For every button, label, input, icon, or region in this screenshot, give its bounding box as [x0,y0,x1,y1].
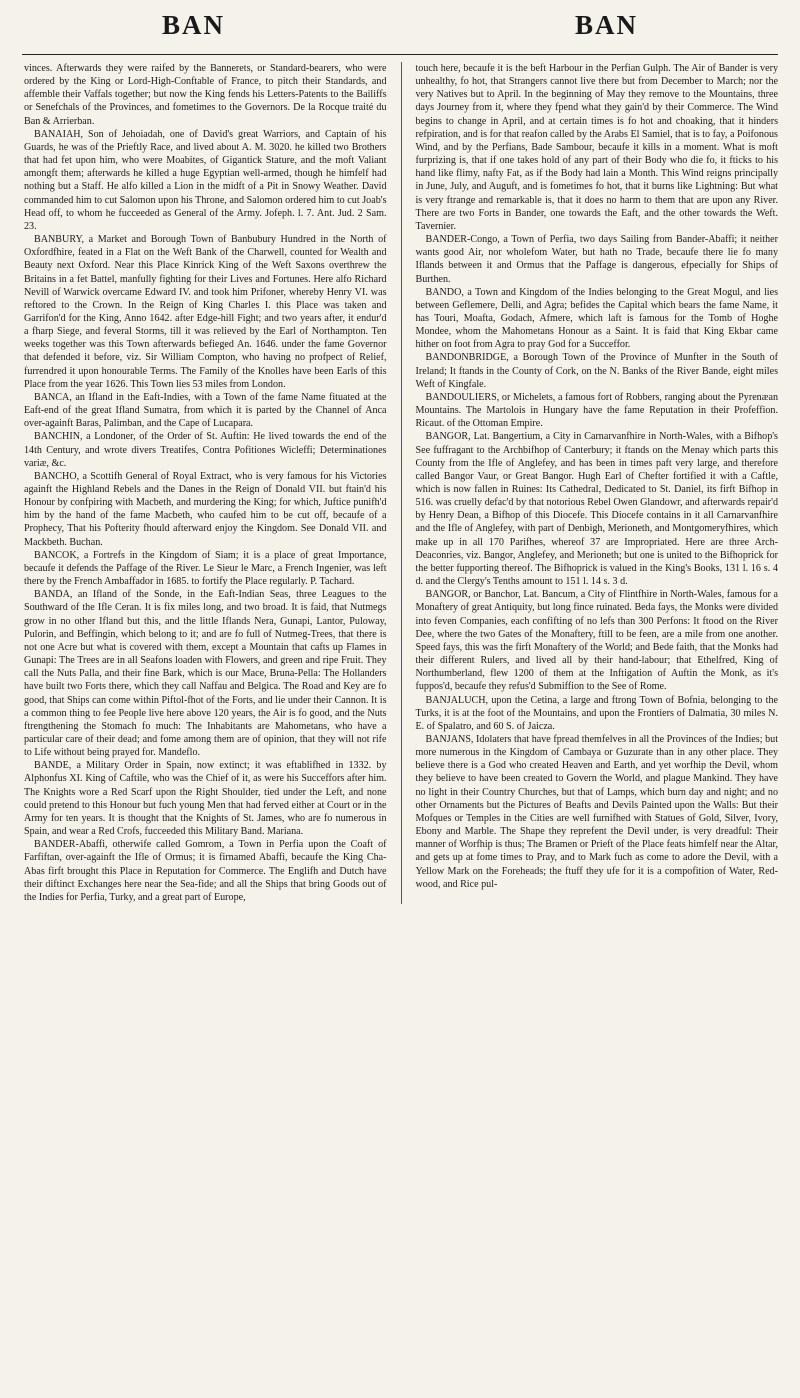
running-head [22,0,778,46]
entry-bancho: BANCHO, a Scottifh General of Royal Extract, who is very famous for his Victories againft the Highland Rebels and the Danes in the Reign of Donald VII. but ftain'd his Honour by confpiring with Macbeth, and murdering the King; for which, Juftice punifh'd him by the hand of the fame Macbeth, who caufed him to be cut off, becaufe of a Prophecy, That his Pofterity fhould afterward enjoy the Kingdom. See Donald VII. and Mackbeth. Buchan. [24,470,387,548]
entry-bancok: BANCOK, a Fortrefs in the Kingdom of Siam; it is a place of great Importance, becaufe it defends the Paffage of the River. Le Sieur le Marc, a French Ingenier, was left there by the French Ambaffador in 1685. to fortify the Place regularly. P. Tachard. [24,549,387,588]
entry-bandonbridge: BANDONBRIDGE, a Borough Town of the Province of Munfter in the South of Ireland; It ftands in the County of Cork, on the N. Banks of the River Bande, eight miles Weft of Kingfale. [415,352,778,390]
entry-ban-continued: vinces. Afterwards they were raifed by the Bannerets, or Standard-bearers, who were ordered by the King or Lord-High-Conftable of France, to pitch their Standards, and affemble their Vaffals together; but now the King fends his Letters-Patents to the Bailiffs or Senefchals of the Provinces, and fometimes to the Governors. De la Rocque traité du Ban & Arrierban. [24,63,387,127]
left-column [24,62,387,904]
entry-banjans: BANJANS, Idolaters that have fpread themfelves in all the Provinces of the Indies; but more numerous in the Kingdom of Cambaya or Guzurate than in any other place. They believe there is a God who created Heaven and Earth, and yet worfhip the Devil, whom they believe to have been created to Govern the World, and plague Mankind. They have no light in their Country Churches, but that of Lamps, which burn day and night; and no other Ornaments but the Pictures of Beafts and Devils Painted upon the Walls: But their Mofques or Temples in the Cities are well furnifhed with Statues of Gold, Silver, Ivory, Ebony and Marble. The Shape they reprefent the Devil under, is very dreadful: Their manner of Worfhip is thus; The Bramen or Prieft of the Place feats himfelf near the Altar, and gets up at fome times to Pray, and to Mark fuch as come to adore the Devil, with a Yellow Mark on the Foreheads; the ftuff they ufe for it is a compofition of Water, Red-wood, and Rice pul- [415,733,778,890]
entry-banjaluch: BANJALUCH, upon the Cetina, a large and ftrong Town of Bofnia, belonging to the Turks, it is at the foot of the Mountains, and upon the Frontiers of Dalmatia, 30 miles N. E. of Spalatro, and 60 S. of Jaicza. [415,694,778,732]
text-columns [24,62,778,904]
right-column [416,62,779,904]
entry-bander-abassi: BANDER-Abaffi, otherwife called Gomrom, a Town in Perfia upon the Coaft of Farfiftan, over-againft the Ifle of Ormus; it is firnamed Abaffi, becaufe the King Cha-Abas firft brought this Place in Reputation for Commerce. The Englifh and Dutch have their diftinct Exchanges here near the Sea-fide; and all the Ships that bring Goods out of the Indies for Perfia, Turky, and a great part of Europe, [24,839,387,903]
running-head-right: BAN [574,10,638,40]
entry-bander-abassi-continued: touch here, becaufe it is the beft Harbour in the Perfian Gulph. The Air of Bander is very unhealthy, fo hot, that Strangers cannot live there but from December to March; nor the very Natives but to April. In the beginning of May they remove to the Mountains, three days Journey from it, where they fpend what they gain'd by their Commerce. The Wind begins to change in April, and at certain times is fo hot and choaking, that it hinders refpiration, and is for that reafon called by the Arabs El Samiel, that is to fay, a Poifonous Wind, and by the Perfians, Bade Sambour, becaufe it kills in a moment. What is moft furprizing is, that if one takes hold of any part of their Body who die fo, it fticks to his hand like flimy, nafty Fat, as if the Body had lain a Month. This Wind reigns principally in June, July, and Auguft, and is fometimes fo hot, that it burns like Lightning: But what is very ftrange and remarkable is, that it does no harm to them that are upon any River. There are two Forts in Bander, one towards the Eaft, and the other towards the Weft. Tavernier. [415,63,778,232]
entry-bangor-flint: BANGOR, or Banchor, Lat. Bancum, a City of Flintfhire in North-Wales, famous for a Monaftery of great Antiquity, but long fince ruinated. Beda fays, the Monks were divided into feven Companies, each confifting of no lefs than 300 Perfons: It ftood on the River Dee, where the two Gates of the Monaftery, ftill to be feen, are a mile from one another. Speed fays, this was the firft Monaftery of the World; and Bede faith, that the Monks had their different Rulers, and lived all by their hand-labour; that Ethelfred, King of Northumberland, flew 1200 of them at the Inftigation of Auftin the Monk, as it's fuppos'd, becaufe they refus'd Submiffion to the See of Rome. [415,589,778,693]
entry-bander-congo: BANDER-Congo, a Town of Perfia, two days Sailing from Bander-Abaffi; it neither wants good Air, nor wholefom Water, but hath no Trade, becaufe there lie fo many Iflands between it and Ormus that the Paffage is dangerous, efpecially for Ships of Burthen. [415,234,778,285]
running-head-left: BAN [162,10,226,40]
entry-banca: BANCA, an Ifland in the Eaft-Indies, with a Town of the fame Name fituated at the Eaft-end of the great Ifland Sumatra, from which it is parted by the Channel of Anca over-againft Baras, Palimban, and the Cape of Lucapara. [24,391,387,430]
header-rule [22,54,778,55]
entry-bangor-carnarvan: BANGOR, Lat. Bangertium, a City in Carnarvanfhire in North-Wales, with a Bifhop's See fuffragant to the Archbifhop of Canterbury; it ftands on the Menay which parts this County from the Ifle of Anglefey, and has been in times paft very large, and therefore called Bangor Vaur, or Great Bangor. Hugh Earl of Chefter fortified it with a Caftle, which is now fallen in Ruines: Its Cathedral, Dedicated to St. Daniel, its firft Bifhop in 516. was cruelly defac'd by that notorious Rebel Owen Glandowr, and afterwards repair'd by Henry Dean, a Bifhop of this Diocefe. This Diocefe contains in it all Carnarvanfhire and the Ifle of Anglefey, with part of Denbigh, Merioneth, and Montgomeryfhires, which make up in all 170 Parifhes, whereof 37 are Impropriated. Here are three Arch-Deaconries, viz. Bangor, Anglefey, and Merioneth; but one is united to the Bifhoprick for the better fupporting thereof. The Bifhoprick is valued in the King's Books, 131 l. 16 s. 4 d. and the Clergy's Tenths amount to 151 l. 14 s. 3 d. [415,431,778,588]
column-divider [401,62,402,904]
entry-bandouliers: BANDOULIERS, or Michelets, a famous fort of Robbers, ranging about the Pyrenæan Mountains. The Martolois in Hungary have the fame Reputation in their Profeffion. Ricaut. of the Ottoman Empire. [415,391,778,430]
entry-banaiah: BANAIAH, Son of Jehoiadah, one of David's great Warriors, and Captain of his Guards, he was of the Prieftly Race, and lived about A. M. 3020. he killed two Brothers that had fet upon him, who were Moabites, of Gigantick Stature, and the moft Valiant amongft them; afterwards he killed a huge Egyptian well-armed, though he himfelf had nothing but a Staff. He alfo killed a Lion in the midft of a Pit in Snowy Weather. David commanded him to cut Salomon upon his Throne, and Salomon ordered him to cut Joab's Head off, to whom he fucceeded as General of the Army. Jofeph. l. 7. Ant. Jud. 2 Sam. 23. [24,128,387,232]
entry-bando: BANDO, a Town and Kingdom of the Indies belonging to the Great Mogul, and lies between Geflemere, Delli, and Agra; befides the Capital which bears the fame Name, it has Touri, Moafta, Godach, Afmere, which laft is famous for the Tomb of Hoghe Mondee, whom the Mahometans Honour as a Saint. It is faid that King Ekbar came hither on foot from Agra to pray God for a Succeffor. [415,286,778,351]
entry-banbury: BANBURY, a Market and Borough Town of Banbubury Hundred in the North of Oxfordfhire, feated in a Flat on the Weft Bank of the Charwell, counted for Wealth and Beauty next Oxford. Near this Place Kinrick King of the Weft Saxons overthrew the Britains in a fet Battel, manfully fighting for their Lives and Fortunes. Here alfo Richard Nevill of Warwick overcame Edward IV. and took him Prifoner, whereby Henry VI. was reftored to the Crown. In the Reign of King Charles I. this Place was taken and Garrifon'd for the King, Anno 1642. after Edge-hill Fight; and two years after, it endur'd a fharp Siege, and feveral Storms, till it was relieved by the Earl of Northampton. Ten weeks together was this Town afterwards befieged An. 1646. under the fame Governor that defended it before, viz. Sir William Compton, who having no profpect of Relief, furrendred it upon honourable Terms. The Family of the Knolles have been Earls of this Place from the year 1626. This Town lies 53 miles from London. [24,234,387,390]
entry-bande: BANDE, a Military Order in Spain, now extinct; it was eftablifhed in 1332. by Alphonfus XI. King of Caftile, who was the Chief of it, as were his Succeffors after him. The Knights wore a Red Scarf upon the Right Shoulder, tied under the Left, and none could pretend to this Honour but fuch young Men that had ferved either at Court or in the Army for ten years. It is thought that the Knights of St. James, who are fo numerous in Spain, and wear a Red Crofs, fucceeded this Military Band. Mariana. [24,760,387,838]
entry-banda: BANDA, an Ifland of the Sonde, in the Eaft-Indian Seas, three Leagues to the Southward of the Ifle Ceran. It is fix miles long, and two broad. It is faid, that Nutmegs grow in no other Ifland but this, and the little Iflands Nera, Gunapi, Lantor, Puloway, Pulorin, and Beffingin, which belong to it; and are fo full of Nutmeg-Trees, that there is not one Acre but what is covered with them, except a Mountain that cafts up Flames in Gunapi: The Trees are in all Seafons loaden with Flowers, and green and ripe Fruit. They call the Nuts Palla, and their fine Bark, which is our Mace, Bruna-Pella: The Hollanders have built two Forts there, which they call Naffau and Belgica. The Road and Key are fo good, that Ships can come within Piftol-fhot of the Forts, and lie under their Cannon. It is a common thing to fee People live here above 120 years, the Air is fo good, and the Nuts ftrengthening the Stomach fo much: The Inhabitants are Mahometans, who have a particular care of their dead; and fome among them are of opinion, that they will not rife to Life without being prayed for. Mandeflo. [24,589,387,759]
entry-banchin: BANCHIN, a Londoner, of the Order of St. Auftin: He lived towards the end of the 14th Century, and wrote divers Treatifes, Contra Pofitiones Wicleffi; Determinationes variæ, &c. [24,431,387,469]
